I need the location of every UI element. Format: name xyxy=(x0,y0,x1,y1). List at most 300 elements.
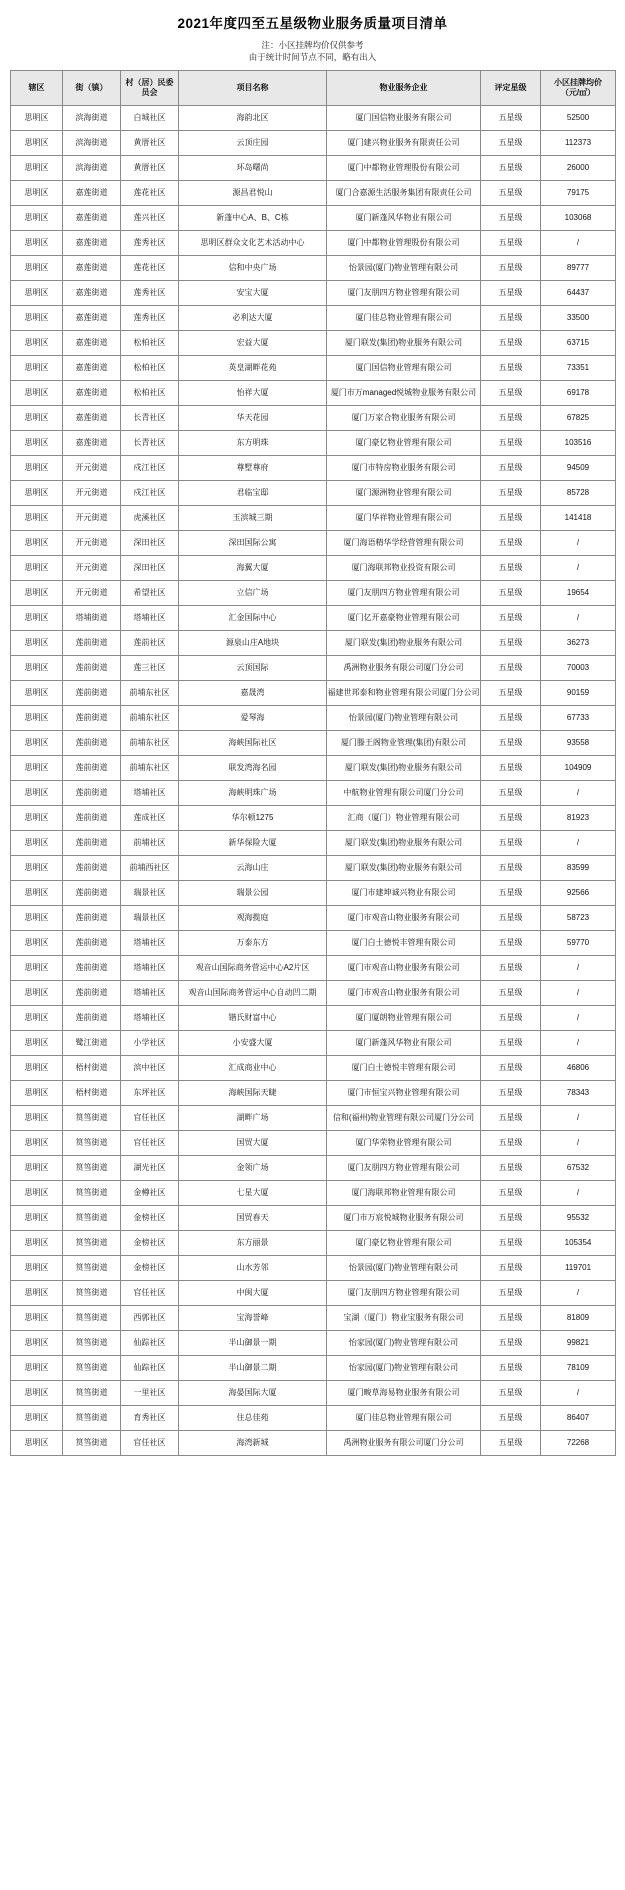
cell-price: 58723 xyxy=(541,905,616,930)
cell-street: 嘉莲街道 xyxy=(63,205,121,230)
cell-district: 思明区 xyxy=(11,730,63,755)
cell-district: 思明区 xyxy=(11,1080,63,1105)
cell-price: 112373 xyxy=(541,130,616,155)
cell-star-rating: 五星级 xyxy=(481,230,541,255)
cell-project-name: 云顶国际 xyxy=(179,655,327,680)
cell-star-rating: 五星级 xyxy=(481,830,541,855)
cell-street: 莲前街道 xyxy=(63,655,121,680)
table-row xyxy=(11,1305,616,1330)
cell-price: / xyxy=(541,1180,616,1205)
table-row xyxy=(11,205,616,230)
cell-price: 59770 xyxy=(541,930,616,955)
cell-committee: 莲成社区 xyxy=(121,805,179,830)
cell-project-name: 海峡国际天睫 xyxy=(179,1080,327,1105)
table-row xyxy=(11,880,616,905)
cell-street: 莲前街道 xyxy=(63,880,121,905)
cell-company: 厦门合嘉源生活服务集团有限责任公司 xyxy=(327,180,481,205)
table-header xyxy=(11,70,616,105)
cell-price: 63715 xyxy=(541,330,616,355)
cell-district: 思明区 xyxy=(11,430,63,455)
cell-star-rating: 五星级 xyxy=(481,1030,541,1055)
cell-district: 思明区 xyxy=(11,605,63,630)
cell-project-name: 嘉晟湾 xyxy=(179,680,327,705)
cell-street: 嘉莲街道 xyxy=(63,405,121,430)
table-row xyxy=(11,1380,616,1405)
cell-street: 莲前街道 xyxy=(63,955,121,980)
cell-company: 厦门友朋四方物业管理有限公司 xyxy=(327,1280,481,1305)
cell-star-rating: 五星级 xyxy=(481,1205,541,1230)
cell-committee: 仙踪社区 xyxy=(121,1355,179,1380)
cell-project-name: 汇成商业中心 xyxy=(179,1055,327,1080)
table-row xyxy=(11,355,616,380)
cell-star-rating: 五星级 xyxy=(481,380,541,405)
cell-star-rating: 五星级 xyxy=(481,430,541,455)
document-note xyxy=(10,39,615,64)
cell-company: 厦门新蓬风华物业有限公司 xyxy=(327,205,481,230)
cell-street: 莲前街道 xyxy=(63,980,121,1005)
cell-project-name: 新华保险大厦 xyxy=(179,830,327,855)
cell-star-rating: 五星级 xyxy=(481,255,541,280)
cell-price: 69178 xyxy=(541,380,616,405)
cell-price: 81923 xyxy=(541,805,616,830)
cell-street: 嘉莲街道 xyxy=(63,355,121,380)
cell-company: 厦门白士德悦丰管理有限公司 xyxy=(327,1055,481,1080)
cell-company: 厦门联发(集团)物业服务有限公司 xyxy=(327,855,481,880)
cell-committee: 官任社区 xyxy=(121,1130,179,1155)
cell-street: 开元街道 xyxy=(63,530,121,555)
cell-district: 思明区 xyxy=(11,330,63,355)
cell-project-name: 东方丽景 xyxy=(179,1230,327,1255)
cell-street: 嘉莲街道 xyxy=(63,380,121,405)
table-row xyxy=(11,755,616,780)
cell-star-rating: 五星级 xyxy=(481,980,541,1005)
cell-project-name: 海晏国际大厦 xyxy=(179,1380,327,1405)
table-row xyxy=(11,580,616,605)
cell-company: 厦门友朋四方物业管理有限公司 xyxy=(327,280,481,305)
cell-street: 嘉莲街道 xyxy=(63,305,121,330)
cell-district: 思明区 xyxy=(11,955,63,980)
cell-project-name: 国贸春天 xyxy=(179,1205,327,1230)
table-row xyxy=(11,780,616,805)
cell-district: 思明区 xyxy=(11,1255,63,1280)
column-header-district: 辖区 xyxy=(11,70,63,105)
cell-committee: 前埔西社区 xyxy=(121,855,179,880)
cell-project-name: 安宝大厦 xyxy=(179,280,327,305)
cell-company: 厦门市万managed悦城物业服务有限公司 xyxy=(327,380,481,405)
cell-star-rating: 五星级 xyxy=(481,1330,541,1355)
cell-company: 厦门市观音山物业服务有限公司 xyxy=(327,955,481,980)
cell-street: 梧村街道 xyxy=(63,1080,121,1105)
cell-star-rating: 五星级 xyxy=(481,705,541,730)
cell-star-rating: 五星级 xyxy=(481,1405,541,1430)
cell-price: 67825 xyxy=(541,405,616,430)
table-row xyxy=(11,455,616,480)
cell-committee: 前埔东社区 xyxy=(121,705,179,730)
cell-street: 嘉莲街道 xyxy=(63,255,121,280)
cell-project-name: 中闽大厦 xyxy=(179,1280,327,1305)
cell-star-rating: 五星级 xyxy=(481,755,541,780)
cell-company: 厦门白士德悦丰管理有限公司 xyxy=(327,930,481,955)
cell-committee: 育秀社区 xyxy=(121,1405,179,1430)
table-row xyxy=(11,1330,616,1355)
cell-star-rating: 五星级 xyxy=(481,530,541,555)
cell-price: / xyxy=(541,1005,616,1030)
cell-company: 厦门豪亿物业管理有限公司 xyxy=(327,430,481,455)
cell-street: 筼筜街道 xyxy=(63,1255,121,1280)
cell-street: 筼筜街道 xyxy=(63,1430,121,1455)
cell-project-name: 云顶庄园 xyxy=(179,130,327,155)
cell-company: 厦门亿开嘉豪物业管理有限公司 xyxy=(327,605,481,630)
table-row xyxy=(11,955,616,980)
cell-district: 思明区 xyxy=(11,180,63,205)
cell-star-rating: 五星级 xyxy=(481,405,541,430)
table-row xyxy=(11,980,616,1005)
cell-district: 思明区 xyxy=(11,755,63,780)
cell-project-name: 锴氏财富中心 xyxy=(179,1005,327,1030)
cell-committee: 松柏社区 xyxy=(121,380,179,405)
cell-price: / xyxy=(541,530,616,555)
cell-street: 开元街道 xyxy=(63,555,121,580)
cell-street: 嘉莲街道 xyxy=(63,180,121,205)
column-header-price-main: 小区挂牌均价 xyxy=(554,77,602,87)
column-header-street: 街（镇） xyxy=(63,70,121,105)
cell-company: 厦门友朋四方物业管理有限公司 xyxy=(327,580,481,605)
cell-company: 厦门豪亿物业管理有限公司 xyxy=(327,1230,481,1255)
cell-committee: 长青社区 xyxy=(121,430,179,455)
cell-star-rating: 五星级 xyxy=(481,205,541,230)
cell-district: 思明区 xyxy=(11,1205,63,1230)
cell-street: 莲前街道 xyxy=(63,730,121,755)
cell-committee: 虎溪社区 xyxy=(121,505,179,530)
page-title: 2021年度四至五星级物业服务质量项目清单 xyxy=(177,16,448,31)
cell-street: 莲前街道 xyxy=(63,630,121,655)
table-row xyxy=(11,605,616,630)
cell-street: 筼筜街道 xyxy=(63,1380,121,1405)
cell-committee: 戍江社区 xyxy=(121,455,179,480)
cell-committee: 莲花社区 xyxy=(121,255,179,280)
cell-price: 90159 xyxy=(541,680,616,705)
cell-district: 思明区 xyxy=(11,530,63,555)
cell-street: 开元街道 xyxy=(63,455,121,480)
cell-street: 嘉莲街道 xyxy=(63,330,121,355)
cell-project-name: 华天花园 xyxy=(179,405,327,430)
cell-project-name: 汇金国际中心 xyxy=(179,605,327,630)
cell-district: 思明区 xyxy=(11,880,63,905)
cell-street: 筼筜街道 xyxy=(63,1280,121,1305)
cell-company: 厦门市观音山物业服务有限公司 xyxy=(327,980,481,1005)
cell-star-rating: 五星级 xyxy=(481,355,541,380)
cell-committee: 塔埔社区 xyxy=(121,980,179,1005)
cell-street: 开元街道 xyxy=(63,505,121,530)
cell-street: 嘉莲街道 xyxy=(63,230,121,255)
table-row xyxy=(11,180,616,205)
table-row xyxy=(11,155,616,180)
cell-committee: 湖光社区 xyxy=(121,1155,179,1180)
cell-star-rating: 五星级 xyxy=(481,155,541,180)
cell-star-rating: 五星级 xyxy=(481,1355,541,1380)
cell-star-rating: 五星级 xyxy=(481,780,541,805)
cell-district: 思明区 xyxy=(11,155,63,180)
cell-star-rating: 五星级 xyxy=(481,1255,541,1280)
cell-committee: 金榜社区 xyxy=(121,1255,179,1280)
table-row xyxy=(11,1105,616,1130)
cell-committee: 金樽社区 xyxy=(121,1180,179,1205)
table-row xyxy=(11,1405,616,1430)
cell-district: 思明区 xyxy=(11,455,63,480)
cell-committee: 莲秀社区 xyxy=(121,230,179,255)
cell-company: 厦门佳总物业管理有限公司 xyxy=(327,1405,481,1430)
cell-price: 105354 xyxy=(541,1230,616,1255)
table-row xyxy=(11,1205,616,1230)
cell-star-rating: 五星级 xyxy=(481,880,541,905)
cell-project-name: 万泰东方 xyxy=(179,930,327,955)
table-body xyxy=(11,105,616,1455)
cell-company: 信和(福州)物业管理有限公司厦门分公司 xyxy=(327,1105,481,1130)
cell-street: 开元街道 xyxy=(63,580,121,605)
cell-star-rating: 五星级 xyxy=(481,905,541,930)
table-row xyxy=(11,1030,616,1055)
cell-price: 103516 xyxy=(541,430,616,455)
cell-price: 92566 xyxy=(541,880,616,905)
cell-project-name: 观海揽庭 xyxy=(179,905,327,930)
cell-committee: 白城社区 xyxy=(121,105,179,130)
cell-price: 52500 xyxy=(541,105,616,130)
cell-price: / xyxy=(541,605,616,630)
cell-street: 莲前街道 xyxy=(63,1005,121,1030)
cell-price: 103068 xyxy=(541,205,616,230)
table-row xyxy=(11,1255,616,1280)
cell-committee: 深田社区 xyxy=(121,530,179,555)
cell-price: 141418 xyxy=(541,505,616,530)
cell-star-rating: 五星级 xyxy=(481,680,541,705)
cell-company: 厦门市建坤诚兴物业有限公司 xyxy=(327,880,481,905)
column-header-company: 物业服务企业 xyxy=(327,70,481,105)
cell-company: 厦门市观音山物业服务有限公司 xyxy=(327,905,481,930)
cell-street: 筼筜街道 xyxy=(63,1305,121,1330)
cell-street: 鹭江街道 xyxy=(63,1030,121,1055)
cell-committee: 前埔社区 xyxy=(121,830,179,855)
cell-project-name: 宏益大厦 xyxy=(179,330,327,355)
cell-company: 中航物业管理有限公司厦门分公司 xyxy=(327,780,481,805)
cell-price: 85728 xyxy=(541,480,616,505)
cell-project-name: 海翼大厦 xyxy=(179,555,327,580)
cell-project-name: 湖畔广场 xyxy=(179,1105,327,1130)
cell-committee: 前埔东社区 xyxy=(121,730,179,755)
note-line-1: 注：小区挂牌均价仅供参考 xyxy=(261,40,364,50)
cell-street: 筼筜街道 xyxy=(63,1130,121,1155)
cell-company: 怡景园(厦门)物业管理有限公司 xyxy=(327,255,481,280)
cell-price: 70003 xyxy=(541,655,616,680)
cell-price: 33500 xyxy=(541,305,616,330)
cell-street: 筼筜街道 xyxy=(63,1330,121,1355)
cell-price: 83599 xyxy=(541,855,616,880)
cell-street: 筼筜街道 xyxy=(63,1355,121,1380)
cell-project-name: 君临宝邸 xyxy=(179,480,327,505)
cell-company: 禹洲物业服务有限公司厦门分公司 xyxy=(327,1430,481,1455)
table-row xyxy=(11,280,616,305)
cell-project-name: 玉滨城三期 xyxy=(179,505,327,530)
cell-district: 思明区 xyxy=(11,1230,63,1255)
cell-district: 思明区 xyxy=(11,1180,63,1205)
cell-price: 78343 xyxy=(541,1080,616,1105)
cell-project-name: 宝海誉峰 xyxy=(179,1305,327,1330)
cell-price: 46806 xyxy=(541,1055,616,1080)
cell-committee: 塔埔社区 xyxy=(121,1005,179,1030)
cell-district: 思明区 xyxy=(11,280,63,305)
table-row xyxy=(11,680,616,705)
cell-company: 厦门联发(集团)物业服务有限公司 xyxy=(327,330,481,355)
cell-company: 厦门源洲物业管理有限公司 xyxy=(327,480,481,505)
cell-project-name: 怡祥大厦 xyxy=(179,380,327,405)
table-row xyxy=(11,930,616,955)
cell-price: / xyxy=(541,1105,616,1130)
cell-committee: 塔埔社区 xyxy=(121,955,179,980)
cell-project-name: 观音山国际商务营运中心A2片区 xyxy=(179,955,327,980)
cell-star-rating: 五星级 xyxy=(481,580,541,605)
cell-district: 思明区 xyxy=(11,580,63,605)
cell-star-rating: 五星级 xyxy=(481,655,541,680)
cell-company: 厦门市万宸悦城物业服务有限公司 xyxy=(327,1205,481,1230)
cell-star-rating: 五星级 xyxy=(481,930,541,955)
cell-star-rating: 五星级 xyxy=(481,305,541,330)
cell-project-name: 半山御景二期 xyxy=(179,1355,327,1380)
cell-committee: 东坪社区 xyxy=(121,1080,179,1105)
cell-committee: 莲兴社区 xyxy=(121,205,179,230)
cell-price: 86407 xyxy=(541,1405,616,1430)
cell-star-rating: 五星级 xyxy=(481,1380,541,1405)
column-header-price xyxy=(541,70,616,105)
column-header-committee: 村（居）民委员会 xyxy=(121,70,179,105)
table-row xyxy=(11,1080,616,1105)
cell-committee: 小学社区 xyxy=(121,1030,179,1055)
cell-committee: 一里社区 xyxy=(121,1380,179,1405)
table-row xyxy=(11,1430,616,1455)
cell-district: 思明区 xyxy=(11,980,63,1005)
cell-price: 99821 xyxy=(541,1330,616,1355)
cell-company: 厦门海联邦物业投资有限公司 xyxy=(327,555,481,580)
cell-price: 119701 xyxy=(541,1255,616,1280)
cell-committee: 塔埔社区 xyxy=(121,780,179,805)
cell-price: / xyxy=(541,555,616,580)
cell-street: 筼筜街道 xyxy=(63,1230,121,1255)
cell-price: 78109 xyxy=(541,1355,616,1380)
cell-district: 思明区 xyxy=(11,305,63,330)
cell-star-rating: 五星级 xyxy=(481,480,541,505)
cell-price: 26000 xyxy=(541,155,616,180)
table-row xyxy=(11,830,616,855)
cell-project-name: 源泉山庄A地块 xyxy=(179,630,327,655)
cell-street: 开元街道 xyxy=(63,480,121,505)
cell-district: 思明区 xyxy=(11,655,63,680)
cell-company: 厦门中都物业管理股份有限公司 xyxy=(327,155,481,180)
table-row xyxy=(11,480,616,505)
cell-district: 思明区 xyxy=(11,1330,63,1355)
cell-price: 95532 xyxy=(541,1205,616,1230)
cell-price: 79175 xyxy=(541,180,616,205)
cell-committee: 莲三社区 xyxy=(121,655,179,680)
cell-company: 厦门市恒宝兴物业管理有限公司 xyxy=(327,1080,481,1105)
cell-company: 宝湖（厦门）物业宝服务有限公司 xyxy=(327,1305,481,1330)
cell-company: 厦门国信物业管理有限公司 xyxy=(327,355,481,380)
cell-company: 厦门国信物业服务有限公司 xyxy=(327,105,481,130)
cell-district: 思明区 xyxy=(11,105,63,130)
cell-company: 汇商（厦门）物业管理有限公司 xyxy=(327,805,481,830)
table-row xyxy=(11,1230,616,1255)
cell-street: 筼筜街道 xyxy=(63,1155,121,1180)
table-row xyxy=(11,430,616,455)
table-row xyxy=(11,730,616,755)
cell-street: 筼筜街道 xyxy=(63,1180,121,1205)
cell-star-rating: 五星级 xyxy=(481,805,541,830)
cell-district: 思明区 xyxy=(11,380,63,405)
cell-project-name: 住总佳苑 xyxy=(179,1405,327,1430)
cell-price: 19654 xyxy=(541,580,616,605)
cell-company: 厦门友朋四方物业管理有限公司 xyxy=(327,1155,481,1180)
cell-street: 滨海街道 xyxy=(63,155,121,180)
cell-company: 厦门佳总物业管理有限公司 xyxy=(327,305,481,330)
cell-price: / xyxy=(541,230,616,255)
cell-street: 莲前街道 xyxy=(63,905,121,930)
cell-company: 厦门畯草海易物业服务有限公司 xyxy=(327,1380,481,1405)
cell-price: 104909 xyxy=(541,755,616,780)
table-row xyxy=(11,555,616,580)
cell-committee: 金榜社区 xyxy=(121,1230,179,1255)
cell-company: 厦门联发(集团)物业服务有限公司 xyxy=(327,755,481,780)
cell-star-rating: 五星级 xyxy=(481,505,541,530)
cell-street: 嘉莲街道 xyxy=(63,280,121,305)
cell-star-rating: 五星级 xyxy=(481,605,541,630)
cell-price: / xyxy=(541,830,616,855)
cell-project-name: 瑞景公园 xyxy=(179,880,327,905)
cell-price: 67532 xyxy=(541,1155,616,1180)
cell-project-name: 东方明珠 xyxy=(179,430,327,455)
cell-price: 72268 xyxy=(541,1430,616,1455)
table-row xyxy=(11,655,616,680)
cell-district: 思明区 xyxy=(11,1005,63,1030)
cell-company: 禹洲物业服务有限公司厦门分公司 xyxy=(327,655,481,680)
cell-district: 思明区 xyxy=(11,1105,63,1130)
cell-committee: 塔埔社区 xyxy=(121,930,179,955)
cell-committee: 莲秀社区 xyxy=(121,280,179,305)
cell-district: 思明区 xyxy=(11,680,63,705)
table-row xyxy=(11,805,616,830)
cell-company: 厦门海联邦物业管理有限公司 xyxy=(327,1180,481,1205)
cell-star-rating: 五星级 xyxy=(481,1230,541,1255)
cell-district: 思明区 xyxy=(11,555,63,580)
note-line-2: 由于统计时间节点不同，略有出入 xyxy=(248,52,377,63)
cell-company: 厦门华荣物业管理有限公司 xyxy=(327,1130,481,1155)
table-row xyxy=(11,105,616,130)
cell-star-rating: 五星级 xyxy=(481,1430,541,1455)
cell-company: 厦门海语精华学经营管理有限公司 xyxy=(327,530,481,555)
table-row xyxy=(11,905,616,930)
cell-project-name: 海峡明珠广场 xyxy=(179,780,327,805)
cell-price: / xyxy=(541,955,616,980)
cell-company: 怡景园(厦门)物业管理有限公司 xyxy=(327,705,481,730)
cell-street: 滨海街道 xyxy=(63,130,121,155)
cell-star-rating: 五星级 xyxy=(481,1180,541,1205)
cell-star-rating: 五星级 xyxy=(481,180,541,205)
cell-street: 莲前街道 xyxy=(63,680,121,705)
cell-district: 思明区 xyxy=(11,805,63,830)
cell-street: 莲前街道 xyxy=(63,805,121,830)
cell-district: 思明区 xyxy=(11,830,63,855)
cell-committee: 官任社区 xyxy=(121,1430,179,1455)
cell-company: 怡家园(厦门)物业管理有限公司 xyxy=(327,1355,481,1380)
cell-committee: 西郭社区 xyxy=(121,1305,179,1330)
cell-project-name: 海湾新城 xyxy=(179,1430,327,1455)
table-row xyxy=(11,505,616,530)
